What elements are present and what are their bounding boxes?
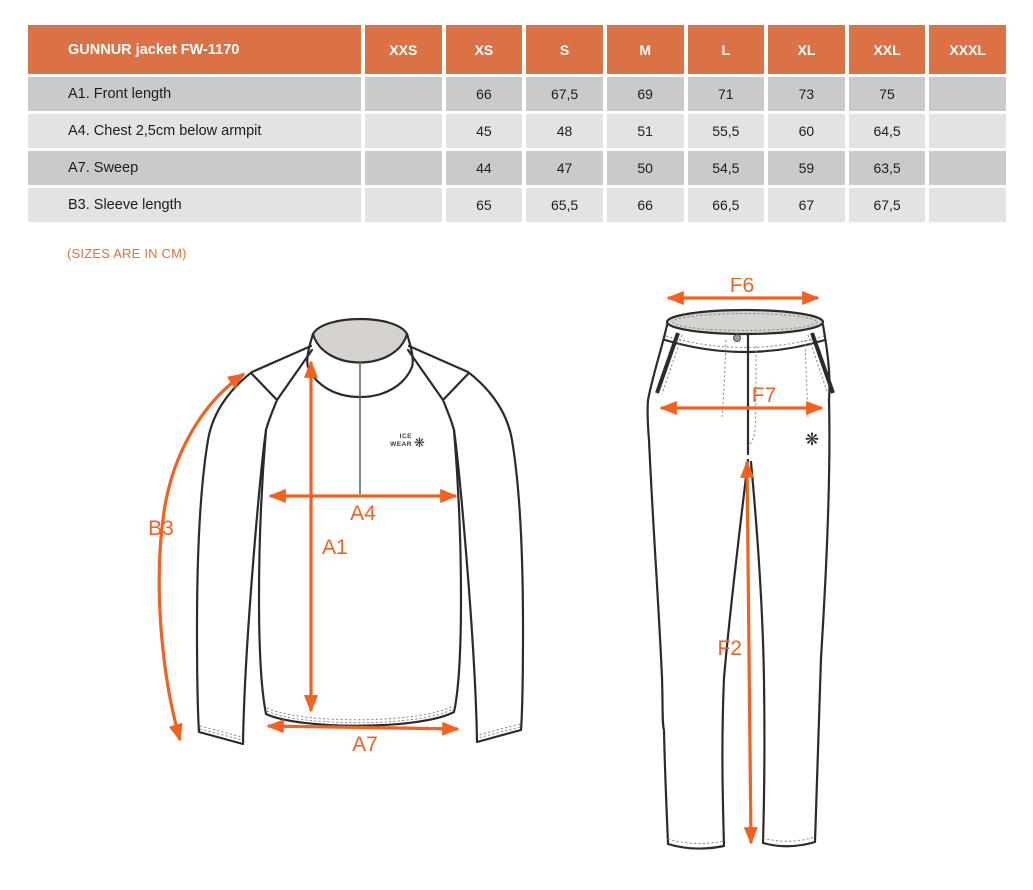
f6-label: F6 bbox=[729, 278, 755, 297]
table-cell: 67,5 bbox=[849, 188, 926, 222]
table-cell: 65 bbox=[446, 188, 523, 222]
a1-label: A1 bbox=[322, 536, 348, 559]
table-cell: 51 bbox=[607, 114, 684, 148]
b3-sleeve-arrow bbox=[159, 374, 244, 740]
table-cell: 48 bbox=[526, 114, 603, 148]
pants-snowflake-icon: ❋ bbox=[804, 430, 820, 449]
row-label: A7. Sweep bbox=[28, 151, 361, 185]
table-cell: 65,5 bbox=[526, 188, 603, 222]
row-label: B3. Sleeve length bbox=[28, 188, 361, 222]
a7-label: A7 bbox=[352, 733, 378, 756]
header-cell-xxs: XXS bbox=[365, 25, 442, 74]
table-cell: 69 bbox=[607, 77, 684, 111]
jacket-measurement-diagram bbox=[140, 298, 564, 768]
table-cell bbox=[929, 77, 1006, 111]
header-cell-xxxl: XXXL bbox=[929, 25, 1006, 74]
a4-label: A4 bbox=[350, 502, 376, 525]
table-cell: 47 bbox=[526, 151, 603, 185]
b3-label: B3 bbox=[148, 517, 174, 540]
jacket-left-shoulder-seam bbox=[252, 346, 312, 430]
sizes-note: (SIZES ARE IN CM) bbox=[67, 246, 187, 261]
table-cell: 66 bbox=[607, 188, 684, 222]
table-cell: 44 bbox=[446, 151, 523, 185]
table-cell: 67 bbox=[768, 188, 845, 222]
f2-inseam-arrow bbox=[747, 462, 751, 843]
jacket-left-sleeve bbox=[197, 372, 266, 744]
row-label: A4. Chest 2,5cm below armpit bbox=[28, 114, 361, 148]
header-cell-xxl: XXL bbox=[849, 25, 926, 74]
table-cell bbox=[929, 151, 1006, 185]
table-cell bbox=[929, 114, 1006, 148]
header-cell-l: L bbox=[688, 25, 765, 74]
header-cell-m: M bbox=[607, 25, 684, 74]
table-cell: 50 bbox=[607, 151, 684, 185]
pants-right-hem-stitch bbox=[763, 837, 815, 841]
pants-measurement-diagram bbox=[618, 278, 918, 878]
jacket-logo-ice: ICE bbox=[399, 433, 412, 440]
table-cell: 75 bbox=[849, 77, 926, 111]
jacket-collar-inside bbox=[313, 319, 407, 363]
table-cell bbox=[365, 77, 442, 111]
table-cell: 73 bbox=[768, 77, 845, 111]
table-cell: 64,5 bbox=[849, 114, 926, 148]
table-cell: 45 bbox=[446, 114, 523, 148]
table-cell: 67,5 bbox=[526, 77, 603, 111]
row-label: A1. Front length bbox=[28, 77, 361, 111]
header-cell-xl: XL bbox=[768, 25, 845, 74]
table-cell: 60 bbox=[768, 114, 845, 148]
jacket-right-shoulder-seam bbox=[408, 346, 468, 430]
table-cell: 71 bbox=[688, 77, 765, 111]
table-cell bbox=[365, 188, 442, 222]
jacket-logo-wear: WEAR bbox=[390, 441, 412, 448]
table-cell: 59 bbox=[768, 151, 845, 185]
table-cell bbox=[365, 114, 442, 148]
table-cell bbox=[929, 188, 1006, 222]
size-chart-table bbox=[28, 25, 1006, 222]
jacket-right-sleeve bbox=[454, 372, 523, 742]
table-cell: 63,5 bbox=[849, 151, 926, 185]
table-cell: 66 bbox=[446, 77, 523, 111]
pants-right-pocket bbox=[812, 333, 833, 393]
table-cell: 55,5 bbox=[688, 114, 765, 148]
pants-left-pocket bbox=[657, 333, 678, 393]
f2-label: F2 bbox=[717, 637, 742, 660]
table-title: GUNNUR jacket FW-1170 bbox=[28, 25, 361, 74]
pants-left-leg bbox=[648, 325, 748, 849]
f7-label: F7 bbox=[751, 384, 777, 407]
table-cell: 66,5 bbox=[688, 188, 765, 222]
table-cell: 54,5 bbox=[688, 151, 765, 185]
header-cell-xs: XS bbox=[446, 25, 523, 74]
header-cell-s: S bbox=[526, 25, 603, 74]
jacket-logo-snowflake-icon: ❋ bbox=[414, 435, 425, 450]
pants-button bbox=[734, 335, 741, 342]
pants-left-hem-stitch bbox=[668, 839, 724, 844]
table-cell bbox=[365, 151, 442, 185]
a7-sweep-arrow bbox=[268, 726, 458, 729]
